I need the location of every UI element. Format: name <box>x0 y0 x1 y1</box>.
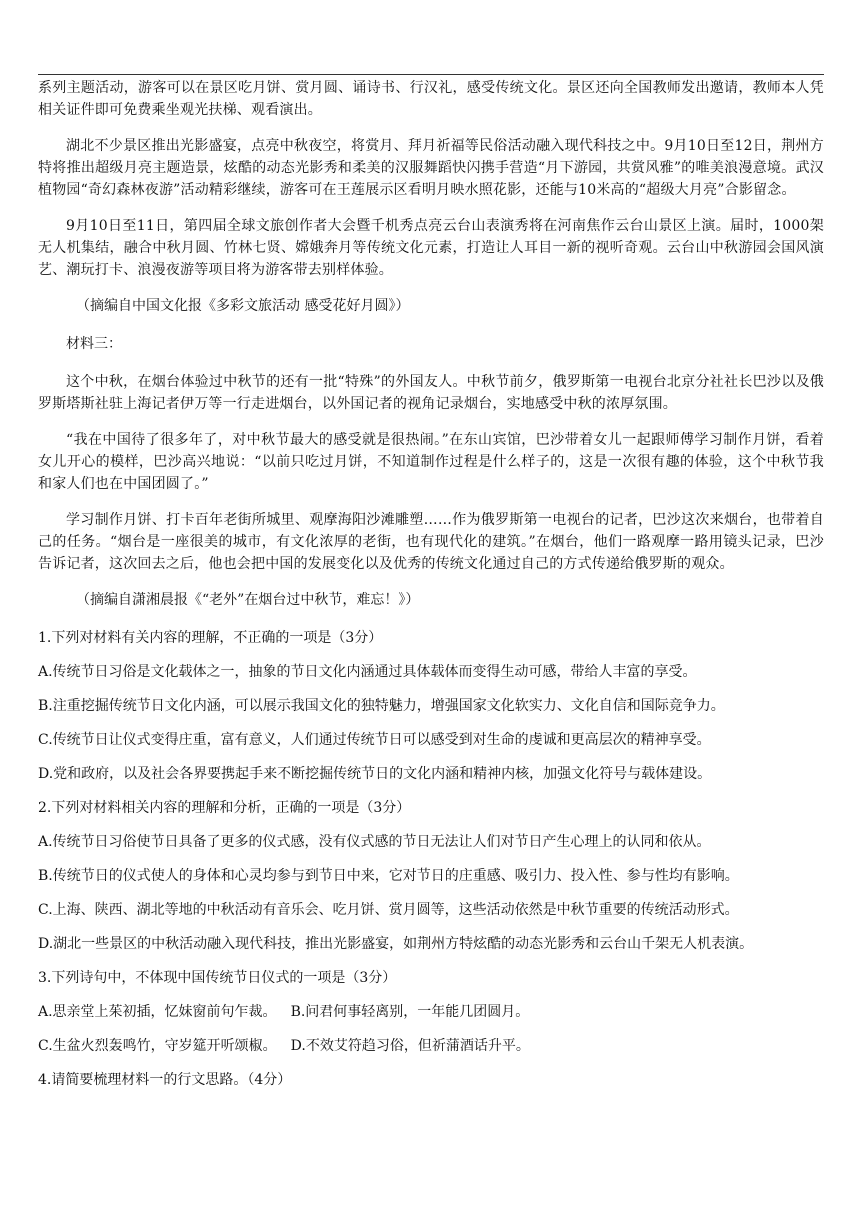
paragraph-yuntaishan: 9月10日至11日，第四届全球文旅创作者大会暨千机秀点亮云台山表演秀将在河南焦作云台山景区上演。届时，1000架无人机集结，融合中秋月圆、竹林七贤、嫦娥奔月等传统文化元素，打造让人耳目一新的视听奇观。云台山中秋游园会国风演艺、潮玩打卡、浪漫夜游等项目将为游客带去别样体验。 <box>38 218 824 278</box>
question-2-stem: 2.下列对材料相关内容的理解和分析，正确的一项是（3分） <box>38 800 411 816</box>
question-3-options-row-1 <box>38 1001 824 1023</box>
paragraph-continued: 系列主题活动，游客可以在景区吃月饼、赏月圆、诵诗书、行汉礼，感受传统文化。景区还向全国教师发出邀请，教师本人凭相关证件即可免费乘坐观光扶梯、观看演出。 <box>38 80 824 118</box>
question-2-option-b: B.传统节日的仪式使人的身体和心灵均参与到节日中来，它对节日的庄重感、吸引力、投入性、参与性均有影响。 <box>38 868 739 884</box>
question-2-option-c: C.上海、陕西、湖北等地的中秋活动有音乐会、吃月饼、赏月圆等，这些活动依然是中秋节重要的传统活动形式。 <box>38 902 739 918</box>
question-3-option-a: A.思亲堂上茱初插，忆妹窗前句乍裁。 <box>38 1004 277 1020</box>
paragraph-basha-quote: “我在中国待了很多年了，对中秋节最大的感受就是很热闹。”在东山宾馆，巴沙带着女儿一起跟师傅学习制作月饼，看着女儿开心的模样，巴沙高兴地说：“以前只吃过月饼，不知道制作过程是什么样子的，这是一次很有趣的体验，这个中秋节我和家人们也在中国团圆了。” <box>38 432 824 492</box>
source-citation-3: （摘编自潇湘晨报《“老外”在烟台过中秋节，难忘！》） <box>76 592 420 608</box>
question-3-option-c: C.生盆火烈轰鸣竹，守岁筵开听颂椒。 <box>38 1038 277 1054</box>
question-1-option-d: D.党和政府，以及社会各界要携起手来不断挖掘传统节日的文化内涵和精神内核，加强文化符号与载体建设。 <box>38 766 712 782</box>
question-3-option-d: D.不效艾符趋习俗，但祈蒲酒话升平。 <box>290 1038 530 1054</box>
material-three-label: 材料三： <box>66 336 122 352</box>
paragraph-yantai-intro: 这个中秋，在烟台体验过中秋节的还有一批“特殊”的外国友人。中秋节前夕，俄罗斯第一电视台北京分社社长巴沙以及俄罗斯塔斯社驻上海记者伊万等一行走进烟台，以外国记者的视角记录烟台，实地感受中秋的浓厚氛围。 <box>38 374 824 412</box>
page-content <box>38 77 824 1103</box>
question-1-stem: 1.下列对材料有关内容的理解，不正确的一项是（3分） <box>38 630 383 646</box>
question-1-option-b: B.注重挖掘传统节日文化内涵，可以展示我国文化的独特魅力，增强国家文化软实力、文化自信和国际竞争力。 <box>38 698 725 714</box>
question-3-stem: 3.下列诗句中，不体现中国传统节日仪式的一项是（3分） <box>38 970 397 986</box>
question-3-options-row-2 <box>38 1035 824 1057</box>
question-2-option-d: D.湖北一些景区的中秋活动融入现代科技，推出光影盛宴，如荆州方特炫酷的动态光影秀和云台山千架无人机表演。 <box>38 936 754 952</box>
question-4-stem: 4.请简要梳理材料一的行文思路。（4分） <box>38 1072 292 1088</box>
top-divider <box>38 74 824 75</box>
question-1-option-a: A.传统节日习俗是文化载体之一，抽象的节日文化内涵通过具体载体而变得生动可感，带给人丰富的享受。 <box>38 664 697 680</box>
paragraph-basha-task: 学习制作月饼、打卡百年老街所城里、观摩海阳沙滩雕塑……作为俄罗斯第一电视台的记者，巴沙这次来烟台，也带着自己的任务。“烟台是一座很美的城市，有文化浓厚的老街，也有现代化的建筑。”在烟台，他们一路观摩一路用镜头记录，巴沙告诉记者，这次回去之后，他也会把中国的发展变化以及优秀的传统文化通过自己的方式传递给俄罗斯的观众。 <box>38 512 824 572</box>
question-2-option-a: A.传统节日习俗使节日具备了更多的仪式感，没有仪式感的节日无法让人们对节日产生心理上的认同和依从。 <box>38 834 711 850</box>
question-1-option-c: C.传统节日让仪式变得庄重，富有意义，人们通过传统节日可以感受到对生命的虔诚和更高层次的精神享受。 <box>38 732 711 748</box>
question-3-option-b: B.问君何事轻离别，一年能几团圆月。 <box>290 1004 530 1020</box>
paragraph-hubei: 湖北不少景区推出光影盛宴，点亮中秋夜空，将赏月、拜月祈福等民俗活动融入现代科技之中。9月10日至12日，荆州方特将推出超级月亮主题造景，炫酷的动态光影秀和柔美的汉服舞蹈快闪携手营造“月下游园，共赏风雅”的唯美浪漫意境。武汉植物园“奇幻森林夜游”活动精彩继续，游客可在王莲展示区看明月映水照花影，还能与10米高的“超级大月亮”合影留念。 <box>38 138 824 198</box>
source-citation-2: （摘编自中国文化报《多彩文旅活动 感受花好月圆》） <box>76 298 410 314</box>
